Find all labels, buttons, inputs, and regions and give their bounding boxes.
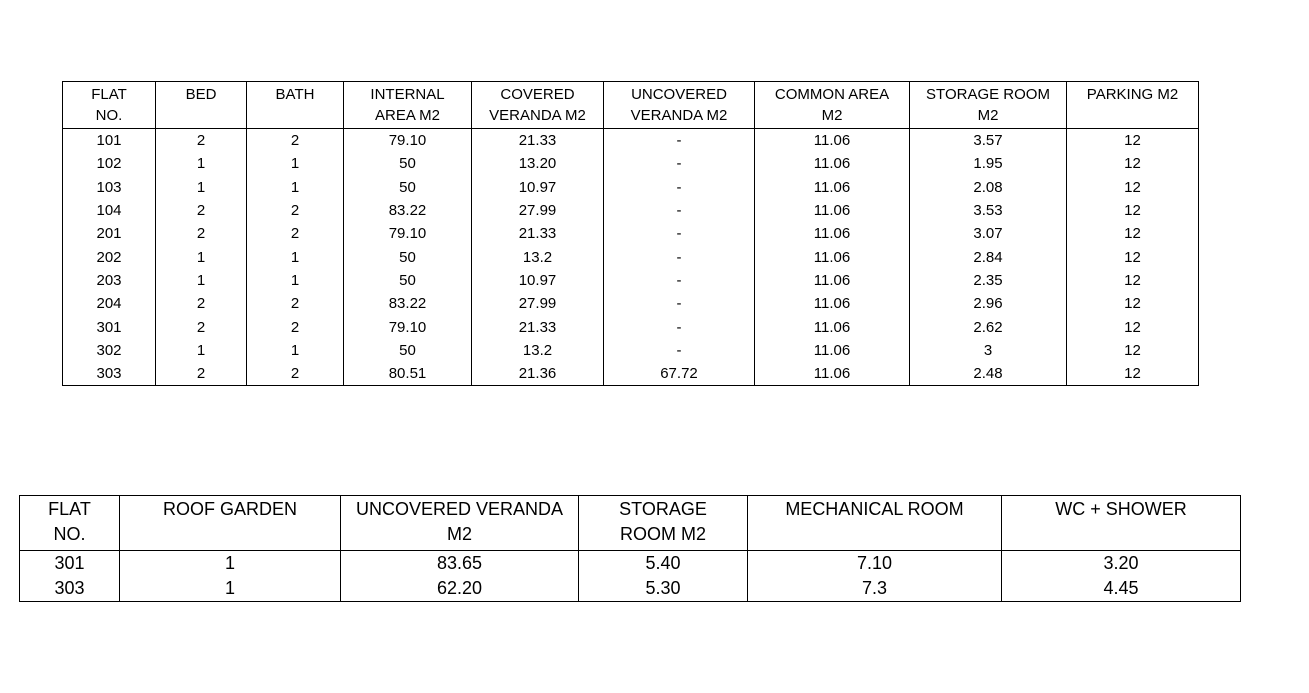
roof-header-row — [20, 496, 1241, 551]
table-cell: 204 — [63, 292, 156, 315]
table-row — [63, 315, 1199, 338]
table-cell: 50 — [344, 269, 472, 292]
table-cell: 12 — [1067, 339, 1199, 362]
table-cell: - — [604, 292, 755, 315]
column-header-line: MECHANICAL ROOM — [785, 499, 964, 519]
table-cell: 50 — [344, 152, 472, 175]
table-cell: 21.33 — [472, 222, 604, 245]
table-cell: 3.20 — [1002, 551, 1241, 577]
table-cell: 303 — [20, 576, 120, 602]
table-cell: - — [604, 222, 755, 245]
table-cell: 83.65 — [341, 551, 579, 577]
column-header-line — [120, 522, 340, 547]
table-cell: 11.06 — [755, 176, 910, 199]
table-cell: 2 — [156, 199, 247, 222]
table-cell: 62.20 — [341, 576, 579, 602]
table-cell: 12 — [1067, 292, 1199, 315]
table-cell: 1 — [247, 339, 344, 362]
table-cell: - — [604, 129, 755, 153]
table-cell: 21.36 — [472, 362, 604, 386]
table-cell: 83.22 — [344, 292, 472, 315]
units-table-body — [63, 129, 1199, 386]
units-area-table — [62, 81, 1199, 386]
table-cell: 11.06 — [755, 339, 910, 362]
column-header — [344, 82, 472, 129]
column-header-line: VERANDA M2 — [489, 107, 586, 124]
column-header — [1002, 496, 1241, 551]
table-cell: 27.99 — [472, 199, 604, 222]
column-header — [120, 496, 341, 551]
table-cell: 80.51 — [344, 362, 472, 386]
table-cell: 2 — [247, 292, 344, 315]
table-cell: 1 — [120, 576, 341, 602]
column-header-line: BED — [185, 86, 217, 103]
column-header-line — [748, 522, 1001, 547]
table-cell: 1 — [156, 245, 247, 268]
table-row — [63, 129, 1199, 153]
column-header-line: INTERNAL — [370, 86, 445, 103]
table-cell: 13.2 — [472, 339, 604, 362]
table-cell: 302 — [63, 339, 156, 362]
table-cell: 11.06 — [755, 199, 910, 222]
table-cell: 7.3 — [748, 576, 1002, 602]
column-header — [247, 82, 344, 129]
table-cell: 2 — [156, 129, 247, 153]
table-cell: 2 — [247, 129, 344, 153]
column-header-line — [1067, 105, 1198, 126]
table-cell: 11.06 — [755, 269, 910, 292]
column-header-line: M2 — [977, 107, 999, 124]
table-cell: 12 — [1067, 269, 1199, 292]
table-cell: 1.95 — [910, 152, 1067, 175]
column-header-line — [247, 105, 343, 126]
table-cell: 1 — [247, 152, 344, 175]
column-header-line: PARKING M2 — [1086, 86, 1179, 103]
table-row — [63, 152, 1199, 175]
table-cell: 2 — [156, 315, 247, 338]
table-row — [20, 576, 1241, 602]
column-header-line: STORAGE ROOM — [926, 86, 1050, 103]
column-header — [579, 496, 748, 551]
column-header — [1067, 82, 1199, 129]
column-header-line: FLAT — [91, 86, 127, 103]
table-cell: 10.97 — [472, 176, 604, 199]
table-cell: - — [604, 199, 755, 222]
table-cell: 1 — [156, 152, 247, 175]
column-header — [63, 82, 156, 129]
table-cell: 11.06 — [755, 152, 910, 175]
table-cell: 1 — [120, 551, 341, 577]
column-header-line: STORAGE — [619, 499, 707, 519]
table-cell: 2 — [156, 222, 247, 245]
table-cell: 10.97 — [472, 269, 604, 292]
table-cell: 5.40 — [579, 551, 748, 577]
table-cell: 1 — [156, 176, 247, 199]
column-header-line — [1002, 522, 1240, 547]
table-cell: 102 — [63, 152, 156, 175]
column-header — [156, 82, 247, 129]
units-header-row — [63, 82, 1199, 129]
table-cell: 11.06 — [755, 222, 910, 245]
table-row — [63, 362, 1199, 386]
table-cell: 7.10 — [748, 551, 1002, 577]
table-cell: 2 — [247, 199, 344, 222]
column-header-line: NO. — [53, 524, 86, 544]
roof-table-header — [20, 496, 1241, 551]
table-cell: 83.22 — [344, 199, 472, 222]
table-cell: 2.84 — [910, 245, 1067, 268]
table-cell: 1 — [156, 339, 247, 362]
table-row — [63, 199, 1199, 222]
table-cell: - — [604, 269, 755, 292]
column-header-line: FLAT — [48, 499, 91, 519]
table-cell: 5.30 — [579, 576, 748, 602]
table-cell: 4.45 — [1002, 576, 1241, 602]
column-header — [472, 82, 604, 129]
table-row — [63, 176, 1199, 199]
table-cell: 12 — [1067, 176, 1199, 199]
column-header-line: COMMON AREA — [774, 86, 890, 103]
table-cell: 2 — [156, 292, 247, 315]
table-cell: 12 — [1067, 129, 1199, 153]
column-header-line: ROOM M2 — [619, 524, 706, 544]
column-header-line: VERANDA M2 — [630, 107, 728, 124]
column-header-line: UNCOVERED — [631, 86, 727, 103]
table-cell: 101 — [63, 129, 156, 153]
table-cell: 12 — [1067, 152, 1199, 175]
table-cell: 2 — [247, 222, 344, 245]
table-cell: 3.07 — [910, 222, 1067, 245]
table-cell: 301 — [20, 551, 120, 577]
table-cell: 11.06 — [755, 245, 910, 268]
table-row — [63, 339, 1199, 362]
table-row — [63, 245, 1199, 268]
table-cell: 50 — [344, 176, 472, 199]
table-cell: 50 — [344, 339, 472, 362]
column-header — [20, 496, 120, 551]
table-cell: 3.57 — [910, 129, 1067, 153]
column-header-line: ROOF GARDEN — [162, 499, 297, 519]
table-cell: 11.06 — [755, 362, 910, 386]
table-cell: - — [604, 315, 755, 338]
table-cell: 203 — [63, 269, 156, 292]
table-cell: 3 — [910, 339, 1067, 362]
table-cell: 12 — [1067, 362, 1199, 386]
table-cell: 12 — [1067, 199, 1199, 222]
column-header-line: UNCOVERED VERANDA — [355, 499, 564, 519]
table-cell: 11.06 — [755, 292, 910, 315]
table-cell: 2.96 — [910, 292, 1067, 315]
table-cell: 1 — [247, 245, 344, 268]
table-row — [63, 292, 1199, 315]
column-header — [748, 496, 1002, 551]
column-header — [755, 82, 910, 129]
table-cell: 21.33 — [472, 129, 604, 153]
table-cell: 12 — [1067, 245, 1199, 268]
table-cell: 301 — [63, 315, 156, 338]
table-cell: - — [604, 339, 755, 362]
table-row — [63, 222, 1199, 245]
table-cell: 27.99 — [472, 292, 604, 315]
table-cell: 1 — [247, 269, 344, 292]
units-table-header — [63, 82, 1199, 129]
column-header-line: AREA M2 — [374, 107, 441, 124]
table-cell: 202 — [63, 245, 156, 268]
column-header-line: M2 — [821, 107, 843, 124]
table-cell: 79.10 — [344, 129, 472, 153]
table-cell: 67.72 — [604, 362, 755, 386]
table-cell: 13.20 — [472, 152, 604, 175]
table-cell: 103 — [63, 176, 156, 199]
table-cell: 3.53 — [910, 199, 1067, 222]
table-cell: 104 — [63, 199, 156, 222]
table-cell: 1 — [156, 269, 247, 292]
table-cell: 11.06 — [755, 129, 910, 153]
table-cell: 2.08 — [910, 176, 1067, 199]
table-cell: 2.35 — [910, 269, 1067, 292]
table-row — [63, 269, 1199, 292]
column-header — [604, 82, 755, 129]
table-cell: - — [604, 152, 755, 175]
column-header — [910, 82, 1067, 129]
roof-table-body — [20, 551, 1241, 602]
table-cell: - — [604, 176, 755, 199]
table-cell: 11.06 — [755, 315, 910, 338]
column-header — [341, 496, 579, 551]
table-row — [20, 551, 1241, 577]
column-header-line: WC + SHOWER — [1055, 499, 1187, 519]
table-cell: 79.10 — [344, 315, 472, 338]
column-header-line: M2 — [446, 524, 472, 544]
table-cell: 79.10 — [344, 222, 472, 245]
table-cell: 50 — [344, 245, 472, 268]
table-cell: 2 — [247, 315, 344, 338]
table-cell: 2 — [247, 362, 344, 386]
table-cell: 13.2 — [472, 245, 604, 268]
roof-area-table — [19, 495, 1241, 602]
column-header-line: NO. — [95, 107, 123, 124]
column-header-line — [156, 105, 246, 126]
table-cell: 12 — [1067, 315, 1199, 338]
table-cell: 2.48 — [910, 362, 1067, 386]
table-cell: 12 — [1067, 222, 1199, 245]
table-cell: 1 — [247, 176, 344, 199]
table-cell: 2 — [156, 362, 247, 386]
table-cell: 201 — [63, 222, 156, 245]
column-header-line: BATH — [275, 86, 315, 103]
table-cell: 303 — [63, 362, 156, 386]
table-cell: 2.62 — [910, 315, 1067, 338]
table-cell: - — [604, 245, 755, 268]
table-cell: 21.33 — [472, 315, 604, 338]
column-header-line: COVERED — [500, 86, 575, 103]
